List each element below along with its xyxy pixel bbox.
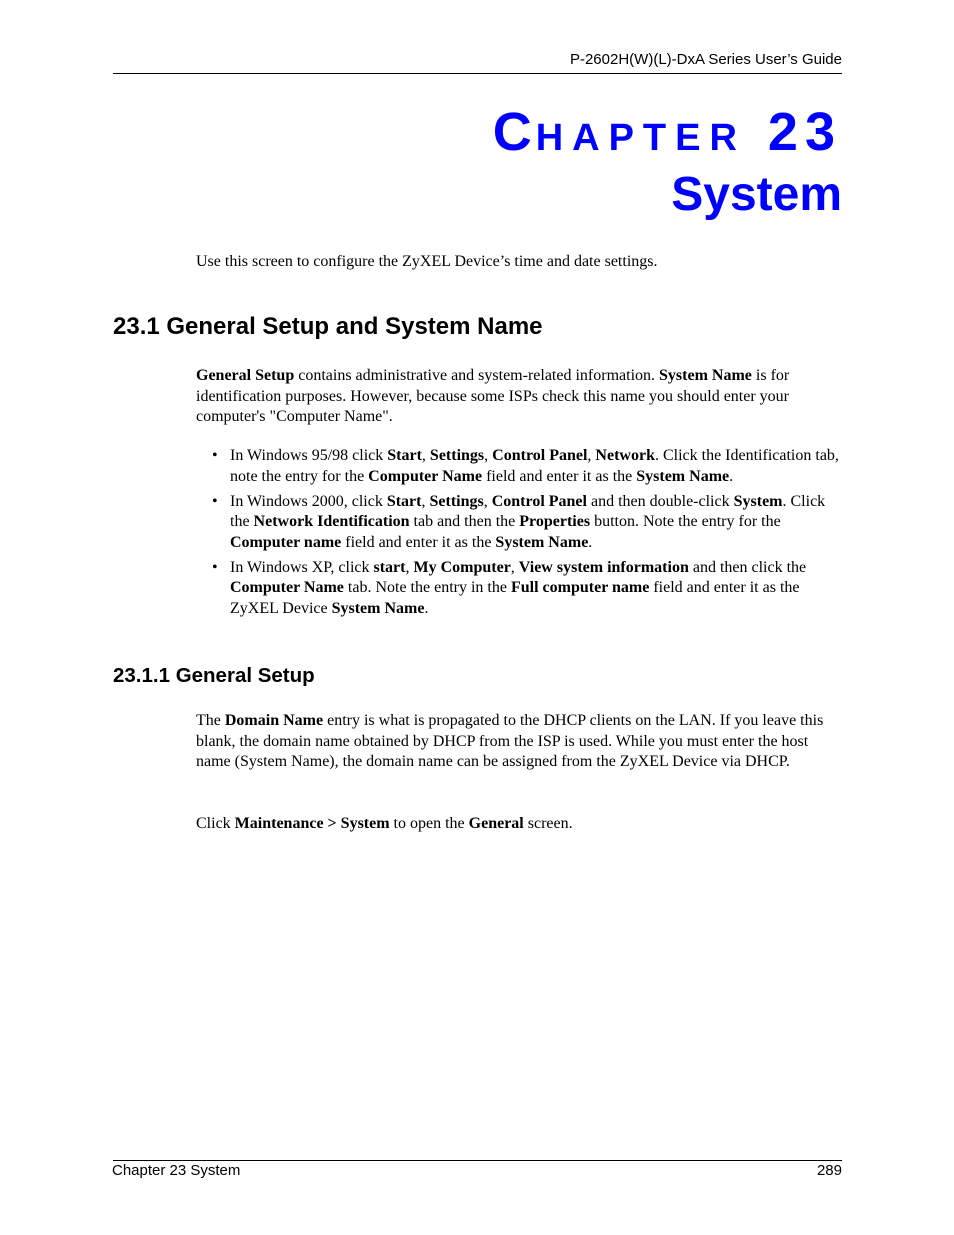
term-general: General [468,815,524,832]
term-settings: Settings [429,492,484,510]
navigation-instruction-paragraph [196,814,842,835]
text-run: . Click the [230,492,826,530]
term-network: Network [595,447,655,464]
term-control-panel: Control Panel [491,492,587,510]
chapter-initial: C [492,102,536,162]
windows-instructions-list [196,446,842,624]
section-heading-23-1-1: 23.1.1 General Setup [113,664,315,687]
term-computer-name: Computer Name [368,467,483,485]
text-run: field and enter it as the ZyXEL Device [230,579,800,617]
page-number: 289 [816,1162,842,1179]
text-run: tab. Note the entry in the [343,579,511,596]
text-run: tab and then the [409,513,520,530]
text-run: field and enter it as the [341,533,496,551]
bullet-marker: • [212,558,218,576]
text-run: and then click the [688,558,807,576]
section-heading-23-1: 23.1 General Setup and System Name [113,313,543,340]
bullet-marker: • [212,492,218,510]
list-item-windows-95-98 [196,446,842,487]
text-run: . [729,467,734,485]
header-divider [113,73,842,74]
text-run: In Windows XP, click [230,558,374,576]
text-run: screen. [523,815,573,832]
intro-paragraph: Use this screen to configure the ZyXEL Device’s time and date settings. [196,253,658,270]
text-run: , [510,558,519,576]
general-setup-paragraph [196,366,842,428]
term-system-name: System Name [659,367,752,384]
chapter-title: System [671,168,842,221]
text-run: . [424,599,429,617]
term-system-name: System Name [331,599,425,617]
term-my-computer: My Computer [413,558,511,576]
term-maintenance-system: Maintenance > System [234,815,390,832]
term-properties: Properties [519,513,591,530]
bullet-marker: • [212,447,218,464]
chapter-word-rest: HAPTER [535,117,746,159]
text-run: is for identification purposes. However, because some ISPs check this name you should enter your computer's "Computer Name". [196,367,790,425]
chapter-number: 23 [767,102,842,162]
text-run: , [484,447,493,464]
term-control-panel: Control Panel [492,447,588,464]
text-run: contains administrative and system-related information. [294,367,660,384]
text-run: . Click the Identification tab, note the entry for the [230,447,839,485]
text-run: field and enter it as the [482,467,637,485]
term-settings: Settings [429,447,485,464]
term-system-name: System Name [636,467,730,485]
guide-title: P-2602H(W)(L)-DxA Series User’s Guide [569,51,842,68]
footer-divider [113,1160,842,1161]
text-run: . [588,533,593,551]
text-run: entry is what is propagated to the DHCP clients on the LAN. If you leave this blank, the domain name obtained by DHCP from the ISP is used. While you must enter the host name (System Name), the domain name can be assigned from the ZyXEL Device via DHCP. [196,712,824,770]
term-view-system-information: View system information [518,558,689,576]
list-item-windows-2000 [196,492,842,554]
text-run: The [196,712,225,729]
term-start: Start [387,447,422,464]
text-run: , [405,558,414,576]
term-start: start [373,558,406,576]
term-full-computer-name: Full computer name [510,579,650,596]
term-system: System [733,492,783,510]
text-run: , [483,492,492,510]
footer-chapter-label: Chapter 23 System [112,1162,241,1179]
text-run: , [421,447,430,464]
term-network-identification: Network Identification [253,513,410,530]
text-run: , [421,492,430,510]
text-run: In Windows 95/98 click [230,447,388,464]
term-system-name: System Name [495,533,589,551]
text-run: , [587,447,596,464]
term-general-setup: General Setup [196,367,295,384]
text-run: Click [196,815,235,832]
domain-name-paragraph [196,711,842,773]
text-run: In Windows 2000, click [230,492,387,510]
text-run: to open the [389,815,469,832]
term-start: Start [386,492,422,510]
term-computer-name: Computer Name [230,579,344,596]
term-computer-name: Computer name [230,533,342,551]
list-item-windows-xp [196,558,842,620]
text-run: button. Note the entry for the [590,513,781,530]
term-domain-name: Domain Name [224,712,324,729]
text-run: and then double-click [586,492,734,510]
